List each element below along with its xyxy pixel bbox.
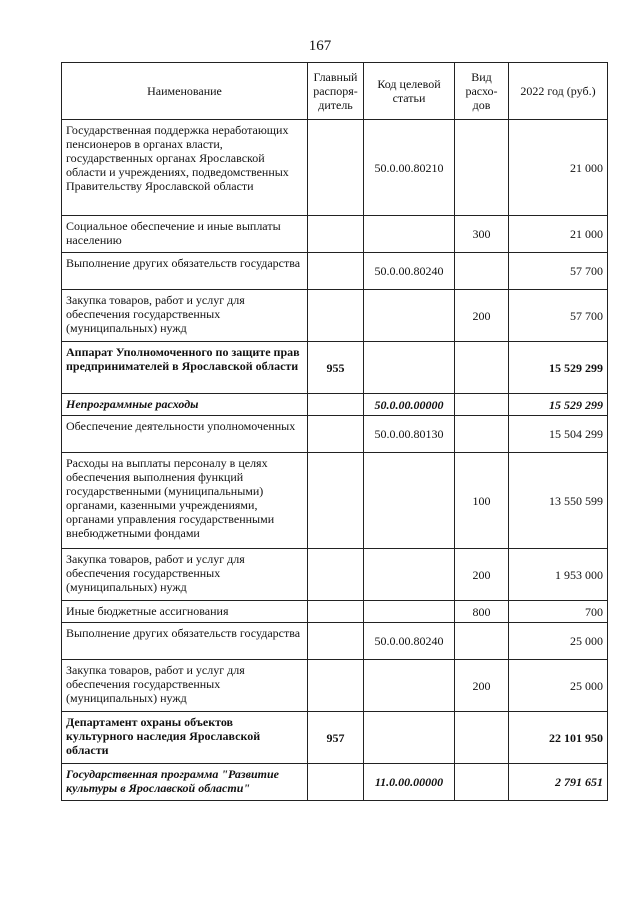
row-manager xyxy=(308,549,364,601)
table-row xyxy=(62,660,608,712)
row-name: Государственная поддержка неработающих пенсионеров в органах власти, государственных органах Ярославской области и учреждениях, подведомственных Правительству Ярославской области xyxy=(62,120,308,216)
row-amount: 15 529 299 xyxy=(509,394,608,416)
row-amount: 2 791 651 xyxy=(509,764,608,801)
table-row xyxy=(62,764,608,801)
row-manager xyxy=(308,453,364,549)
row-name: Выполнение других обязательств государства xyxy=(62,623,308,660)
row-code xyxy=(364,453,455,549)
row-code xyxy=(364,660,455,712)
row-name: Расходы на выплаты персоналу в целях обеспечения выполнения функций государственными (муниципальными) органами, казенными учреждениями, органами управления государственными внебюджетными фондами xyxy=(62,453,308,549)
row-manager xyxy=(308,416,364,453)
table-header-row xyxy=(62,63,608,120)
row-manager xyxy=(308,120,364,216)
table-row xyxy=(62,394,608,416)
row-type xyxy=(455,120,509,216)
row-type: 200 xyxy=(455,660,509,712)
table-row xyxy=(62,712,608,764)
table-row xyxy=(62,290,608,342)
header-code: Код целевой статьи xyxy=(364,63,455,120)
table-row xyxy=(62,216,608,253)
row-code: 50.0.00.00000 xyxy=(364,394,455,416)
row-name: Непрограммные расходы xyxy=(62,394,308,416)
header-manager: Главный распоря-дитель xyxy=(308,63,364,120)
row-name: Государственная программа "Развитие культуры в Ярославской области" xyxy=(62,764,308,801)
header-type: Вид расхо-дов xyxy=(455,63,509,120)
row-type: 100 xyxy=(455,453,509,549)
header-amount: 2022 год (руб.) xyxy=(509,63,608,120)
table-row xyxy=(62,416,608,453)
row-type: 200 xyxy=(455,549,509,601)
row-manager: 955 xyxy=(308,342,364,394)
row-amount: 25 000 xyxy=(509,660,608,712)
row-code: 11.0.00.00000 xyxy=(364,764,455,801)
row-type: 300 xyxy=(455,216,509,253)
row-code: 50.0.00.80240 xyxy=(364,253,455,290)
row-name: Обеспечение деятельности уполномоченных xyxy=(62,416,308,453)
row-type xyxy=(455,712,509,764)
row-type: 800 xyxy=(455,601,509,623)
row-manager xyxy=(308,660,364,712)
row-name: Аппарат Уполномоченного по защите прав предпринимателей в Ярославской области xyxy=(62,342,308,394)
row-amount: 21 000 xyxy=(509,120,608,216)
row-type xyxy=(455,416,509,453)
page-number: 167 xyxy=(308,38,332,54)
row-amount: 21 000 xyxy=(509,216,608,253)
table-row xyxy=(62,549,608,601)
row-manager xyxy=(308,216,364,253)
row-name: Иные бюджетные ассигнования xyxy=(62,601,308,623)
row-amount: 57 700 xyxy=(509,253,608,290)
row-manager xyxy=(308,601,364,623)
row-manager xyxy=(308,623,364,660)
row-code xyxy=(364,549,455,601)
row-amount: 15 529 299 xyxy=(509,342,608,394)
table-row xyxy=(62,623,608,660)
row-amount: 22 101 950 xyxy=(509,712,608,764)
row-type xyxy=(455,394,509,416)
table-row xyxy=(62,342,608,394)
row-code xyxy=(364,712,455,764)
row-name: Закупка товаров, работ и услуг для обеспечения государственных (муниципальных) нужд xyxy=(62,660,308,712)
row-code xyxy=(364,290,455,342)
row-amount: 25 000 xyxy=(509,623,608,660)
row-type: 200 xyxy=(455,290,509,342)
row-type xyxy=(455,764,509,801)
header-name: Наименование xyxy=(62,63,308,120)
row-code xyxy=(364,216,455,253)
row-name: Социальное обеспечение и иные выплаты населению xyxy=(62,216,308,253)
row-amount: 1 953 000 xyxy=(509,549,608,601)
row-name: Закупка товаров, работ и услуг для обеспечения государственных (муниципальных) нужд xyxy=(62,549,308,601)
table-row xyxy=(62,453,608,549)
row-manager xyxy=(308,394,364,416)
row-code xyxy=(364,342,455,394)
row-manager xyxy=(308,253,364,290)
row-name: Департамент охраны объектов культурного наследия Ярославской области xyxy=(62,712,308,764)
row-code: 50.0.00.80210 xyxy=(364,120,455,216)
row-code xyxy=(364,601,455,623)
row-manager xyxy=(308,764,364,801)
row-code: 50.0.00.80130 xyxy=(364,416,455,453)
row-manager: 957 xyxy=(308,712,364,764)
row-amount: 13 550 599 xyxy=(509,453,608,549)
row-code: 50.0.00.80240 xyxy=(364,623,455,660)
row-type xyxy=(455,253,509,290)
row-type xyxy=(455,342,509,394)
row-manager xyxy=(308,290,364,342)
table-row xyxy=(62,253,608,290)
table-row xyxy=(62,120,608,216)
row-name: Выполнение других обязательств государства xyxy=(62,253,308,290)
row-amount: 15 504 299 xyxy=(509,416,608,453)
budget-table xyxy=(61,62,608,801)
row-amount: 700 xyxy=(509,601,608,623)
row-amount: 57 700 xyxy=(509,290,608,342)
row-type xyxy=(455,623,509,660)
table-row xyxy=(62,601,608,623)
row-name: Закупка товаров, работ и услуг для обеспечения государственных (муниципальных) нужд xyxy=(62,290,308,342)
